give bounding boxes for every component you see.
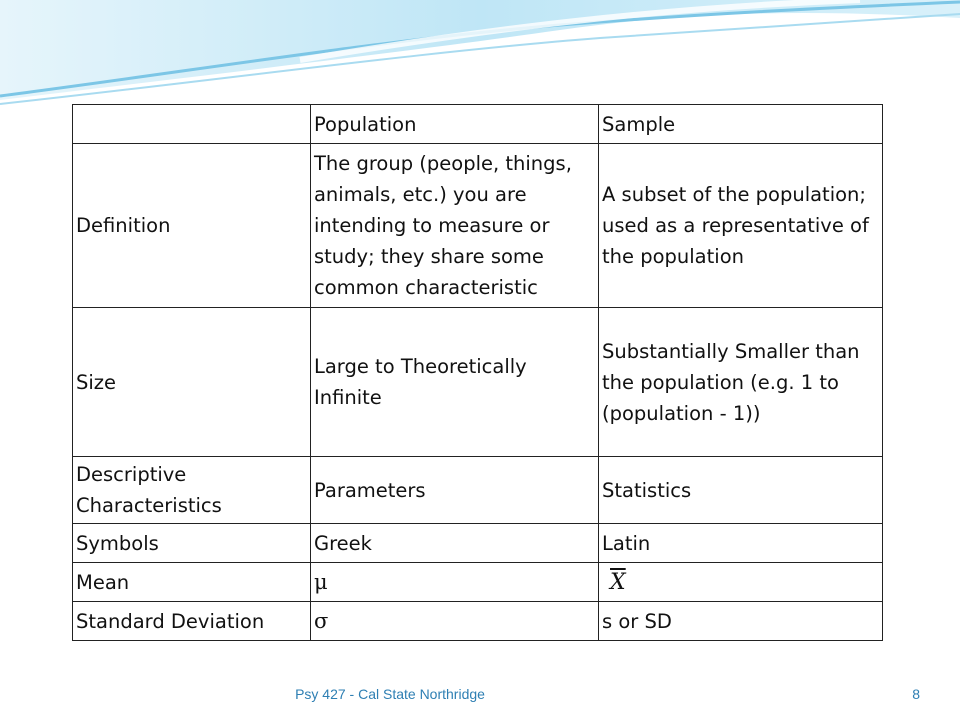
row-label: Definition [73, 144, 311, 308]
sample-cell: Statistics [599, 457, 883, 524]
sample-cell [599, 563, 883, 602]
row-label: Standard Deviation [73, 602, 311, 641]
population-vs-sample-table [72, 104, 883, 641]
table-row [73, 563, 883, 602]
header-cell-sample: Sample [599, 105, 883, 144]
decorative-wave-banner [0, 0, 960, 110]
row-label: Descriptive Characteristics [73, 457, 311, 524]
population-cell: Greek [310, 524, 598, 563]
sample-cell: Substantially Smaller than the population (e.g. 1 to (population - 1)) [599, 308, 883, 457]
table-header-row [73, 105, 883, 144]
row-label: Symbols [73, 524, 311, 563]
sample-cell: s or SD [599, 602, 883, 641]
population-cell: The group (people, things, animals, etc.) you are intending to measure or study; they share some common characteristic [310, 144, 598, 308]
population-cell [310, 602, 598, 641]
population-cell: Large to Theoretically Infinite [310, 308, 598, 457]
population-cell: Parameters [310, 457, 598, 524]
mu-symbol: μ [313, 569, 328, 594]
table-row [73, 308, 883, 457]
header-cell-empty [73, 105, 311, 144]
sample-cell: Latin [599, 524, 883, 563]
table-row [73, 524, 883, 563]
row-label: Mean [73, 563, 311, 602]
row-label: Size [73, 308, 311, 457]
table-row [73, 144, 883, 308]
footer-course-title: Psy 427 - Cal State Northridge [295, 686, 485, 702]
population-cell [310, 563, 598, 602]
x-bar-symbol: $\overline{X}$ [610, 569, 626, 595]
header-cell-population: Population [310, 105, 598, 144]
sample-cell: A subset of the population; used as a representative of the population [599, 144, 883, 308]
sigma-symbol: σ [313, 608, 329, 633]
page-number: 8 [912, 686, 920, 702]
table-row [73, 602, 883, 641]
table-row [73, 457, 883, 524]
